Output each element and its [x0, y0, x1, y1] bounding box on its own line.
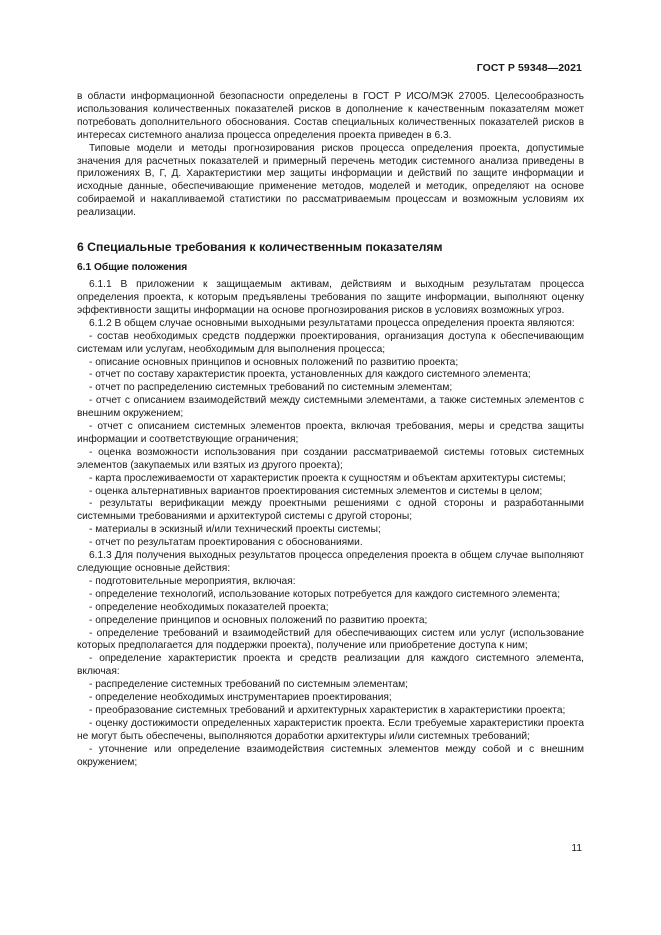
body-paragraph: - оценка альтернативных вариантов проектирования системных элементов и системы в целом;	[89, 485, 543, 497]
body-paragraph: 6.1.2 В общем случае основными выходными результатами процесса определения проекта являются:	[89, 317, 575, 329]
page-content	[77, 91, 584, 770]
body-paragraph: - материалы в эскизный и/или технический проекты системы;	[89, 524, 381, 536]
section-heading: 6 Специальные требования к количественным показателям	[77, 240, 443, 255]
body-text	[77, 279, 584, 769]
body-paragraph: - отчет с описанием системных элементов проекта, включая требования, меры и средства защиты информации и соответствующие ограничения;	[77, 421, 584, 445]
body-paragraph: 6.1.1 В приложении к защищаемым активам, действиям и выходным результатам процесса определения проекта, к которым предъявлены требования по защите информации, выполняют оценку эффективности защиты информации на основе прогнозирования рисков в условиях возможных угроз.	[77, 279, 584, 316]
body-paragraph: 6.1.3 Для получения выходных результатов процесса определения проекта в общем случае выполняют следующие основные действия:	[77, 550, 584, 574]
body-paragraph: - оценка возможности использования при создании рассматриваемой системы готовых системных элементов (закупаемых или взятых из другого проекта);	[77, 446, 584, 471]
body-paragraph: - уточнение или определение взаимодействия системных элементов между собой и с внешним окружением;	[77, 743, 584, 768]
body-paragraph: - определение характеристик проекта и средств реализации для каждого системного элемента, включая:	[77, 653, 584, 678]
document-code-header: ГОСТ Р 59348—2021	[476, 62, 582, 74]
body-paragraph: - определение технологий, использование которых потребуется для каждого системного элемента;	[89, 588, 561, 600]
intro-paragraph-1: в области информационной безопасности определены в ГОСТ Р ИСО/МЭК 27005. Целесообразность использования количественных показателей рисков в дополнение к качественным показателям может потребовать дополнительного обоснования. Состав специальных количественных показателей рисков в интересах системного анализа процесса определения проекта приведен в 6.3.	[77, 91, 584, 141]
body-paragraph: - определение необходимых показателей проекта;	[89, 601, 329, 613]
body-paragraph: - отчет по результатам проектирования с обоснованиями.	[89, 537, 363, 549]
body-paragraph: - отчет по распределению системных требований по системным элементам;	[89, 382, 453, 394]
body-paragraph: - определение требований и взаимодействий для обеспечивающих систем или услуг (использование которых предполагается для поддержки проекта), получение или приобретение доступа к ним;	[77, 627, 584, 652]
body-paragraph: - преобразование системных требований и архитектурных характеристик в характеристики проекта;	[89, 704, 566, 716]
subsection-heading: 6.1 Общие положения	[77, 262, 188, 274]
body-paragraph: - отчет по составу характеристик проекта, установленных для каждого системного элемента;	[89, 369, 531, 381]
body-paragraph: - подготовительные мероприятия, включая:	[89, 575, 296, 587]
page-number: 11	[571, 843, 582, 854]
body-paragraph: - результаты верификации между проектными решениями с одной стороны и разработанными системными требованиями и архитектурой системы с другой стороны;	[77, 498, 584, 523]
body-paragraph: - оценку достижимости определенных характеристик проекта. Если требуемые характеристики проекта не могут быть обеспечены, выполняются доработки архитектуры и/или системных требований;	[77, 717, 584, 742]
body-paragraph: - карта прослеживаемости от характеристик проекта к сущностям и объектам архитектуры системы;	[89, 472, 566, 484]
body-paragraph: - определение необходимых инструментариев проектирования;	[89, 692, 392, 704]
body-paragraph: - состав необходимых средств поддержки проектирования, организация доступа к обеспечивающим системам или услугам, необходимым для выполнения процесса;	[77, 330, 584, 355]
body-paragraph: - отчет с описанием взаимодействий между системными элементами, а также системных элементов с внешним окружением;	[77, 395, 584, 420]
body-paragraph: - распределение системных требований по системным элементам;	[89, 679, 408, 691]
body-paragraph: - определение принципов и основных положений по развитию проекта;	[89, 614, 428, 626]
intro-paragraph-2: Типовые модели и методы прогнозирования рисков процесса определения проекта, допустимые значения для расчетных показателей и примерный перечень методик системного анализа приведены в приложениях В, Г, Д. Характеристики мер защиты информации и действий по защите информации и исходные данные, обеспечивающие применение методов, моделей и методик, определяют на основе собираемой и накапливаемой статистики по рассматриваемым процессам и возможным условиям их реализации.	[77, 142, 584, 219]
body-paragraph: - описание основных принципов и основных положений по развитию проекта;	[89, 356, 459, 368]
